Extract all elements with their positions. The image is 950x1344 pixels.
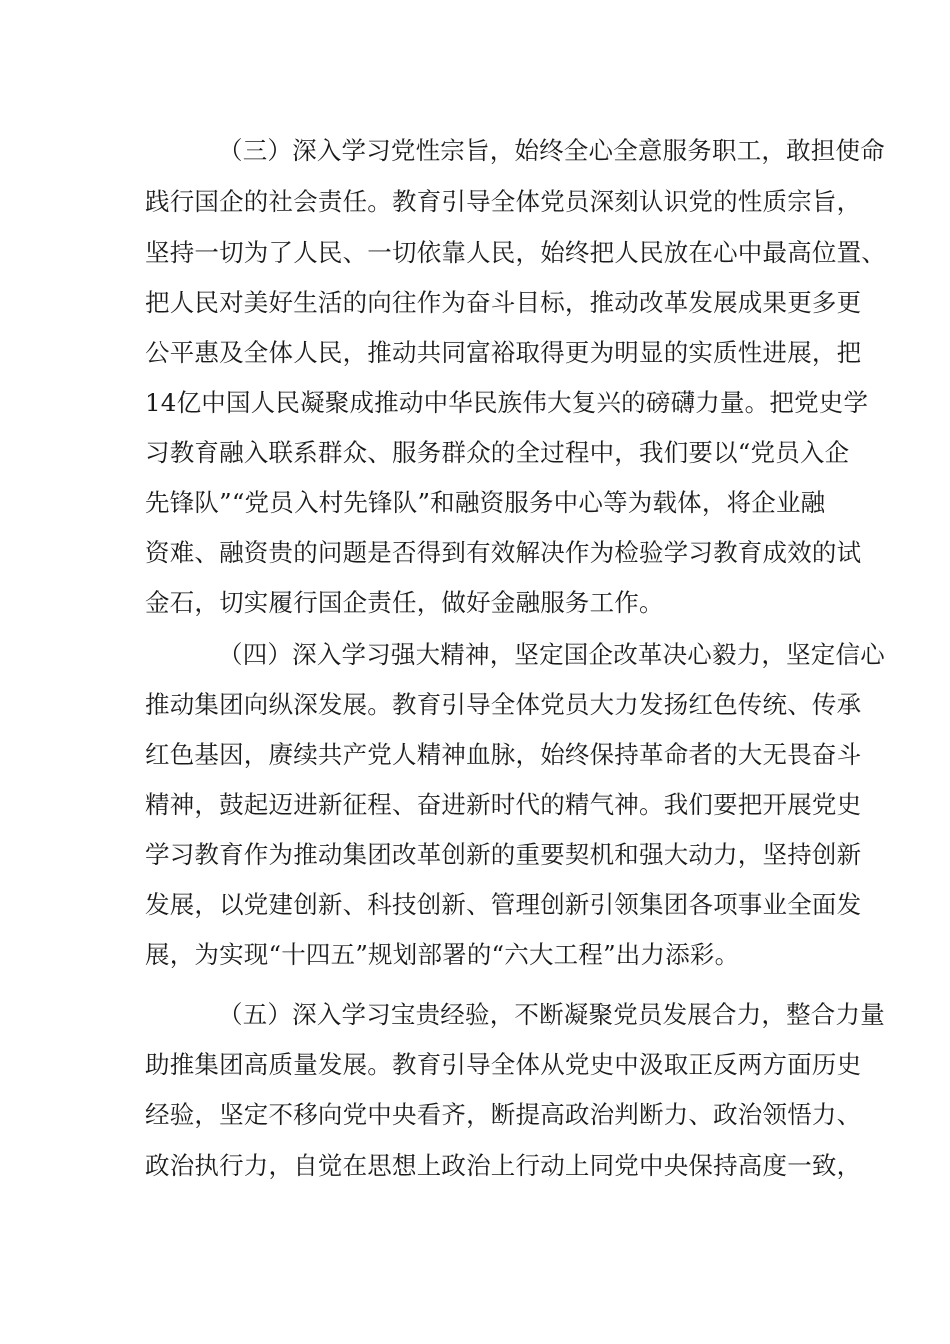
paragraph-line: （四）深入学习强大精神，坚定国企改革决心毅力，坚定信心 <box>218 640 885 669</box>
paragraph-line: 坚持一切为了人民、一切依靠人民，始终把人民放在心中最高位置、 <box>145 238 886 267</box>
paragraph-line: 公平惠及全体人民，推动共同富裕取得更为明显的实质性进展，把 <box>145 338 862 367</box>
paragraph-line: 把人民对美好生活的向往作为奋斗目标，推动改革发展成果更多更 <box>145 288 862 317</box>
paragraph-line: 践行国企的社会责任。教育引导全体党员深刻认识党的性质宗旨， <box>145 187 862 216</box>
paragraph-line: 展，为实现“十四五”规划部署的“六大工程”出力添彩。 <box>145 940 740 969</box>
paragraph-line: 经验，坚定不移向党中央看齐，断提高政治判断力、政治领悟力、 <box>145 1100 862 1129</box>
paragraph-line: （三）深入学习党性宗旨，始终全心全意服务职工，敢担使命 <box>218 136 885 165</box>
paragraph-line: 学习教育作为推动集团改革创新的重要契机和强大动力，坚持创新 <box>145 840 862 869</box>
paragraph-line: 助推集团高质量发展。教育引导全体从党史中汲取正反两方面历史 <box>145 1050 862 1079</box>
paragraph-line: 资难、融资贵的问题是否得到有效解决作为检验学习教育成效的试 <box>145 538 862 567</box>
paragraph-line: 政治执行力，自觉在思想上政治上行动上同党中央保持高度一致， <box>145 1151 862 1180</box>
paragraph-line: 精神，鼓起迈进新征程、奋进新时代的精气神。我们要把开展党史 <box>145 790 862 819</box>
paragraph-line: 先锋队”“党员入村先锋队”和融资服务中心等为载体，将企业融 <box>145 488 826 517</box>
paragraph-line: （五）深入学习宝贵经验，不断凝聚党员发展合力，整合力量 <box>218 1000 885 1029</box>
paragraph-line: 红色基因，赓续共产党人精神血脉，始终保持革命者的大无畏奋斗 <box>145 740 862 769</box>
paragraph-line: 金石，切实履行国企责任，做好金融服务工作。 <box>145 588 664 617</box>
paragraph-line: 习教育融入联系群众、服务群众的全过程中，我们要以“党员入企 <box>145 438 850 467</box>
paragraph-line: 14亿中国人民凝聚成推动中华民族伟大复兴的磅礴力量。把党史学 <box>145 388 869 417</box>
paragraph-line: 发展，以党建创新、科技创新、管理创新引领集团各项事业全面发 <box>145 890 862 919</box>
paragraph-line: 推动集团向纵深发展。教育引导全体党员大力发扬红色传统、传承 <box>145 690 862 719</box>
